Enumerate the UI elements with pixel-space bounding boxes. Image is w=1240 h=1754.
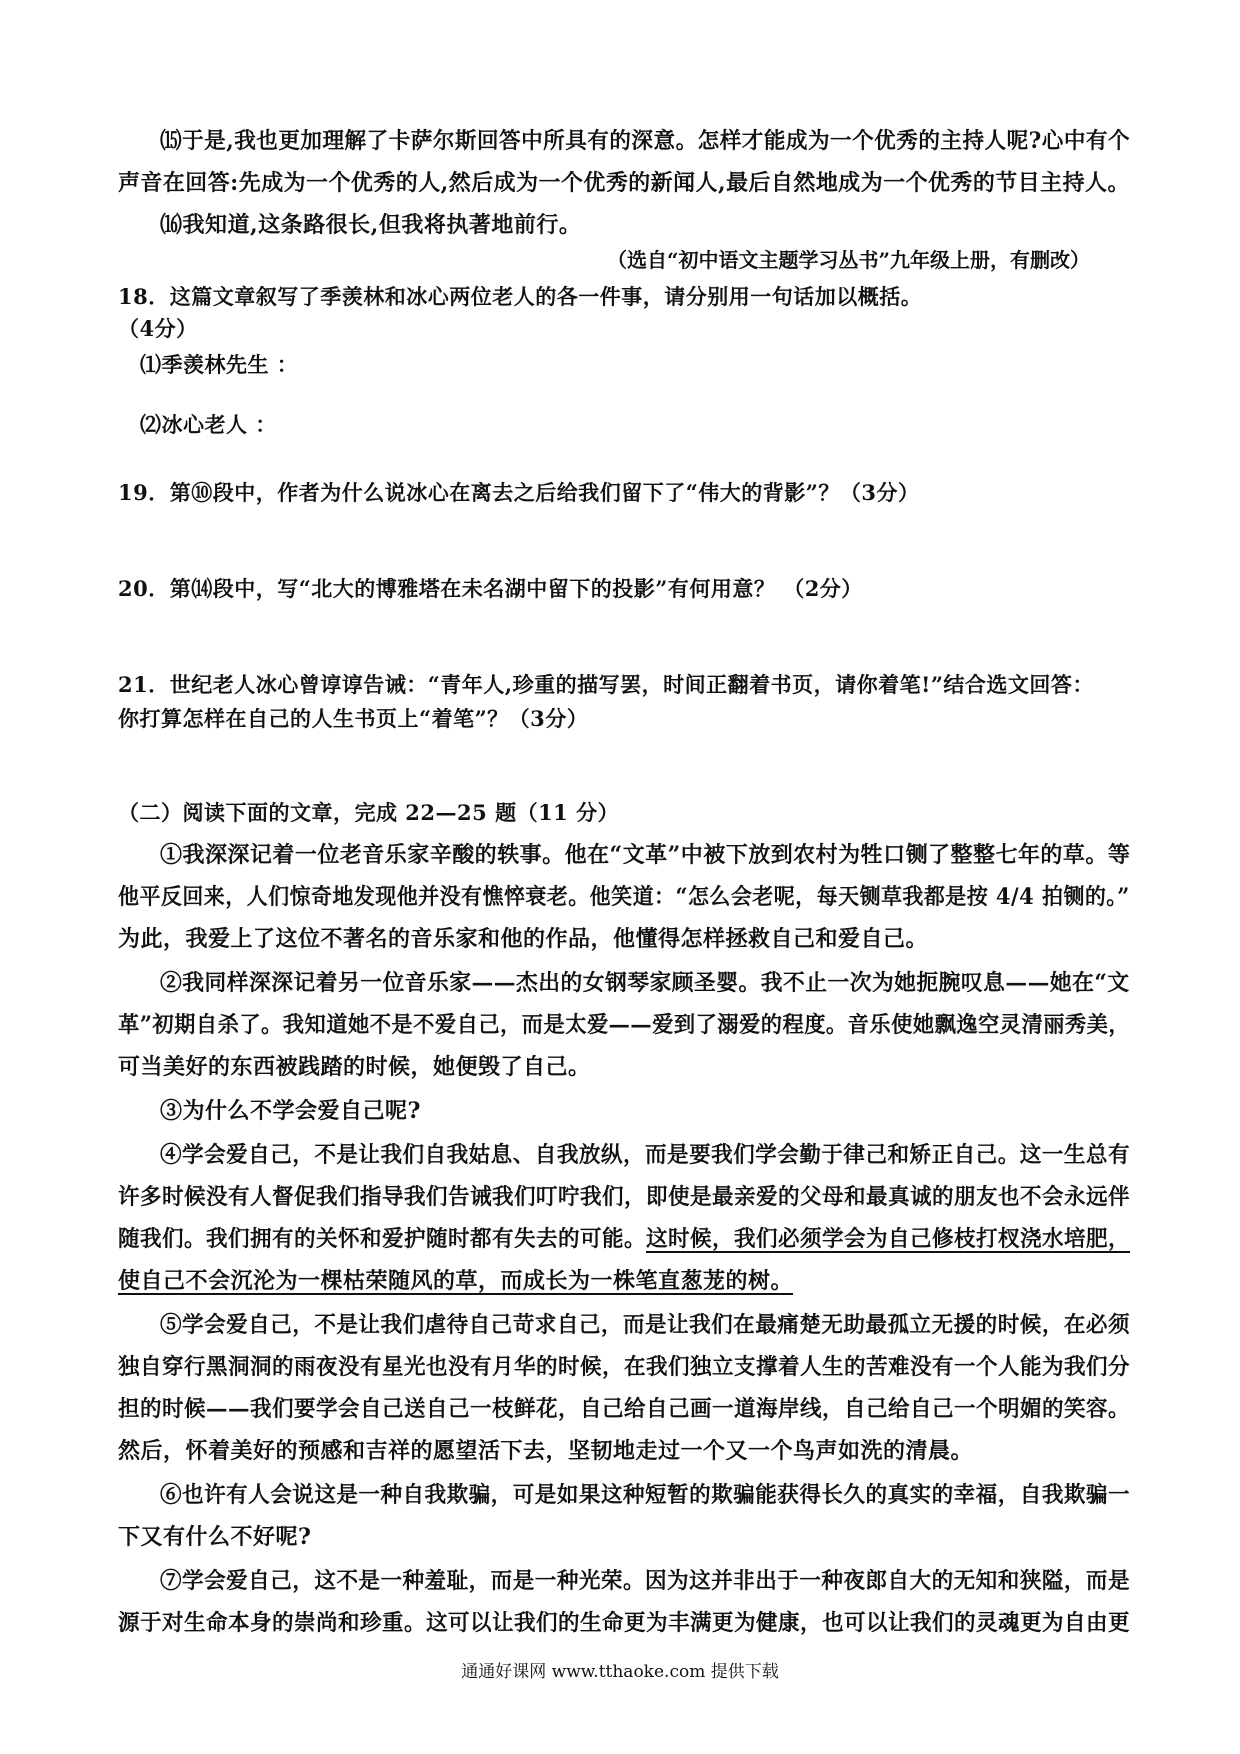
section-2-p1-line-2: 他平反回来，人们惊奇地发现他并没有憔悴衰老。他笑道：“怎么会老呢，每天铡草我都是按 4/4 拍铡的。” [118, 884, 1130, 910]
paragraph-16: ⒃我知道,这条路很长,但我将执著地前行。 [160, 212, 582, 238]
underlined-sentence-part-2: 使自己不会沉沦为一棵枯荣随风的草，而成长为一株笔直葱茏的树。 [118, 1268, 794, 1294]
section-2-p6-line-1: ⑥也许有人会说这是一种自我欺骗，可是如果这种短暂的欺骗能获得长久的真实的幸福，自我欺骗一 [160, 1482, 1131, 1508]
section-2-p2-line-1: ②我同样深深记着另一位音乐家——杰出的女钢琴家顾圣婴。我不止一次为她扼腕叹息——她在“文 [160, 970, 1130, 996]
question-18-line-1: 18．这篇文章叙写了季羡林和冰心两位老人的各一件事，请分别用一句话加以概括。 [118, 284, 923, 309]
section-2-p1-line-1: ①我深深记着一位老音乐家辛酸的轶事。他在“文革”中被下放到农村为牲口铡了整整七年的草。等 [160, 842, 1131, 868]
question-19: 19．第⑩段中，作者为什么说冰心在离去之后给我们留下了“伟大的背影”？（3分） [118, 480, 920, 505]
section-2-p4-line-1: ④学会爱自己，不是让我们自我姑息、自我放纵，而是要我们学会勤于律己和矫正自己。这一生总有 [160, 1142, 1131, 1168]
section-2-p5-line-3: 担的时候——我们要学会自己送自己一枝鲜花，自己给自己画一道海岸线，自己给自己一个明媚的笑容。 [118, 1396, 1131, 1422]
section-2-p6-line-2: 下又有什么不好呢? [118, 1524, 312, 1550]
question-18-sub-1: ⑴季羡林先生 ： [140, 352, 299, 377]
section-2-p5-line-4: 然后，怀着美好的预感和吉祥的愿望活下去，坚韧地走过一个又一个鸟声如洗的清晨。 [118, 1438, 974, 1464]
question-21-line-2: 你打算怎样在自己的人生书页上“着笔”？（3分） [118, 706, 589, 731]
paragraph-15-line-2: 声音在回答:先成为一个优秀的人,然后成为一个优秀的新闻人,最后自然地成为一个优秀的节目主持人。 [118, 170, 1130, 196]
section-2-p4-line-3 [118, 1224, 1130, 1254]
section-2-p2-line-2: 革”初期自杀了。我知道她不是不爱自己，而是太爱——爱到了溺爱的程度。音乐使她飘逸空灵清丽秀美， [118, 1012, 1131, 1038]
source-citation: （选自“初中语文主题学习丛书”九年级上册，有删改） [606, 248, 1090, 272]
section-2-p7-line-2: 源于对生命本身的崇尚和珍重。这可以让我们的生命更为丰满更为健康，也可以让我们的灵魂更为自由更 [118, 1610, 1131, 1636]
question-18-line-2: （4分） [118, 316, 198, 341]
section-2-p4-line-3-plain: 随我们。我们拥有的关怀和爱护随时都有失去的可能。 [118, 1226, 647, 1252]
paragraph-15-line-1: ⒂于是,我也更加理解了卡萨尔斯回答中所具有的深意。怎样才能成为一个优秀的主持人呢?心中有个 [160, 128, 1131, 154]
section-2-p1-line-3: 为此，我爱上了这位不著名的音乐家和他的作品，他懂得怎样拯救自己和爱自己。 [118, 926, 929, 952]
section-2-heading: （二）阅读下面的文章，完成 22—25 题（11 分） [118, 800, 620, 825]
section-2-p4-line-2: 许多时候没有人督促我们指导我们告诫我们叮咛我们，即使是最亲爱的父母和最真诚的朋友也不会永远伴 [118, 1184, 1131, 1210]
section-2-p7-line-1: ⑦学会爱自己，这不是一种羞耻，而是一种光荣。因为这并非出于一种夜郎自大的无知和狭隘，而是 [160, 1568, 1131, 1594]
section-2-p5-line-1: ⑤学会爱自己，不是让我们虐待自己苛求自己，而是让我们在最痛楚无助最孤立无援的时候，在必须 [160, 1312, 1131, 1338]
question-18-sub-2: ⑵冰心老人 ： [140, 412, 277, 437]
underlined-sentence-part-1: 这时候，我们必须学会为自己修枝打杈浇水培肥， [646, 1226, 1131, 1252]
question-21-line-1: 21．世纪老人冰心曾谆谆告诫：“青年人,珍重的描写罢，时间正翻着书页，请你着笔!”结合选文回答： [118, 672, 1094, 697]
section-2-p5-line-2: 独自穿行黑洞洞的雨夜没有星光也没有月华的时候，在我们独立支撑着人生的苦难没有一个人能为我们分 [118, 1354, 1131, 1380]
section-2-p3: ③为什么不学会爱自己呢? [160, 1098, 421, 1124]
section-2-p2-line-3: 可当美好的东西被践踏的时候，她便毁了自己。 [118, 1054, 591, 1080]
page-footer: 通通好课网 www.tthaoke.com 提供下载 [461, 1662, 779, 1682]
question-20: 20．第⒁段中，写“北大的博雅塔在未名湖中留下的投影”有何用意？ （2分） [118, 576, 863, 601]
